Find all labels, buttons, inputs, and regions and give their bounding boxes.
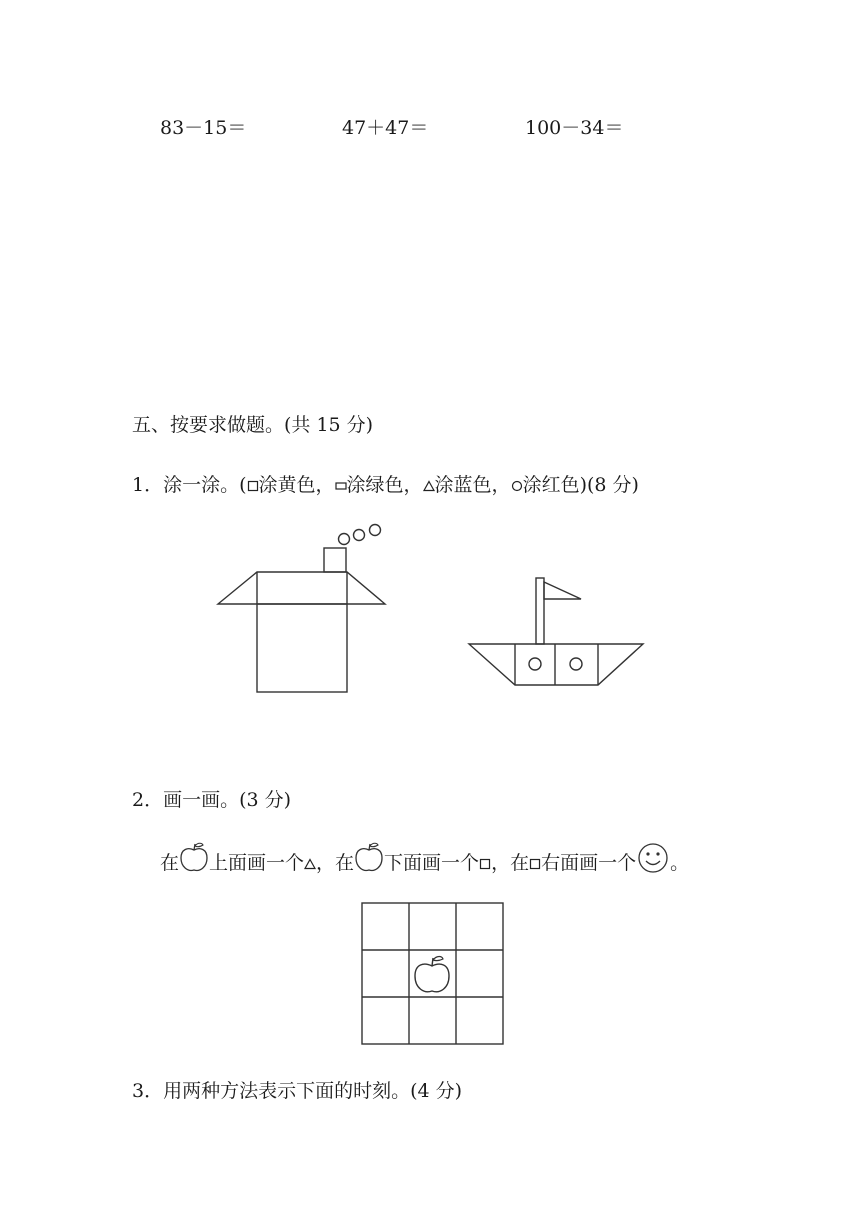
small-rectangle-icon — [335, 481, 347, 491]
q1-circle-text: 涂红色)(8 分) — [522, 474, 639, 496]
q1-tri-text: 涂蓝色， — [434, 474, 511, 496]
arith-item-3: 100－34＝ — [525, 117, 624, 139]
arith-item-2: 47＋47＝ — [342, 117, 429, 139]
house-figure — [210, 515, 395, 700]
q1-rect-text: 涂绿色， — [346, 474, 423, 496]
small-circle-icon — [511, 480, 523, 492]
boat-mast — [536, 578, 544, 644]
smoke-circle-1 — [339, 534, 350, 545]
q2-label: 2．画一画。(3 分) — [132, 789, 292, 811]
q1-sq-text: 涂黄色， — [258, 474, 335, 496]
grid-apple-icon — [415, 957, 449, 992]
small-square-icon — [479, 858, 491, 870]
small-square-icon — [247, 480, 259, 492]
section-heading: 五、按要求做题。(共 15 分) — [132, 414, 374, 436]
q3-label: 3．用两种方法表示下面的时刻。(4 分) — [132, 1080, 463, 1102]
house-chimney — [324, 548, 346, 572]
small-square-icon — [529, 858, 541, 870]
porthole-right — [570, 658, 582, 670]
q2-instruction — [160, 843, 689, 883]
apple-icon — [354, 841, 384, 875]
q2-part-4: 下面画一个 — [384, 852, 480, 874]
boat-hull — [469, 644, 643, 685]
q1-label: 1．涂一涂。( — [132, 474, 247, 496]
boat-figure — [465, 575, 650, 690]
q2-part-2: 上面画一个 — [209, 852, 305, 874]
apple-icon — [179, 841, 209, 875]
arith-item-1: 83－15＝ — [160, 117, 247, 139]
small-triangle-icon — [304, 858, 316, 870]
q2-part-6: 右面画一个 — [541, 852, 637, 874]
smoke-circle-2 — [354, 530, 365, 541]
grid-3x3 — [361, 902, 505, 1046]
q1-instruction — [132, 473, 639, 497]
house-body — [257, 604, 347, 692]
boat-flag — [544, 582, 581, 599]
q2-part-5: ，在 — [491, 852, 530, 874]
q2-part-1: 在 — [160, 852, 180, 874]
q2-part-3: ，在 — [316, 852, 355, 874]
porthole-left — [529, 658, 541, 670]
house-roof — [218, 572, 385, 604]
q2-part-7: 。 — [670, 852, 690, 874]
smoke-circle-3 — [370, 525, 381, 536]
small-triangle-icon — [423, 480, 435, 492]
smiley-face-icon — [636, 841, 670, 875]
